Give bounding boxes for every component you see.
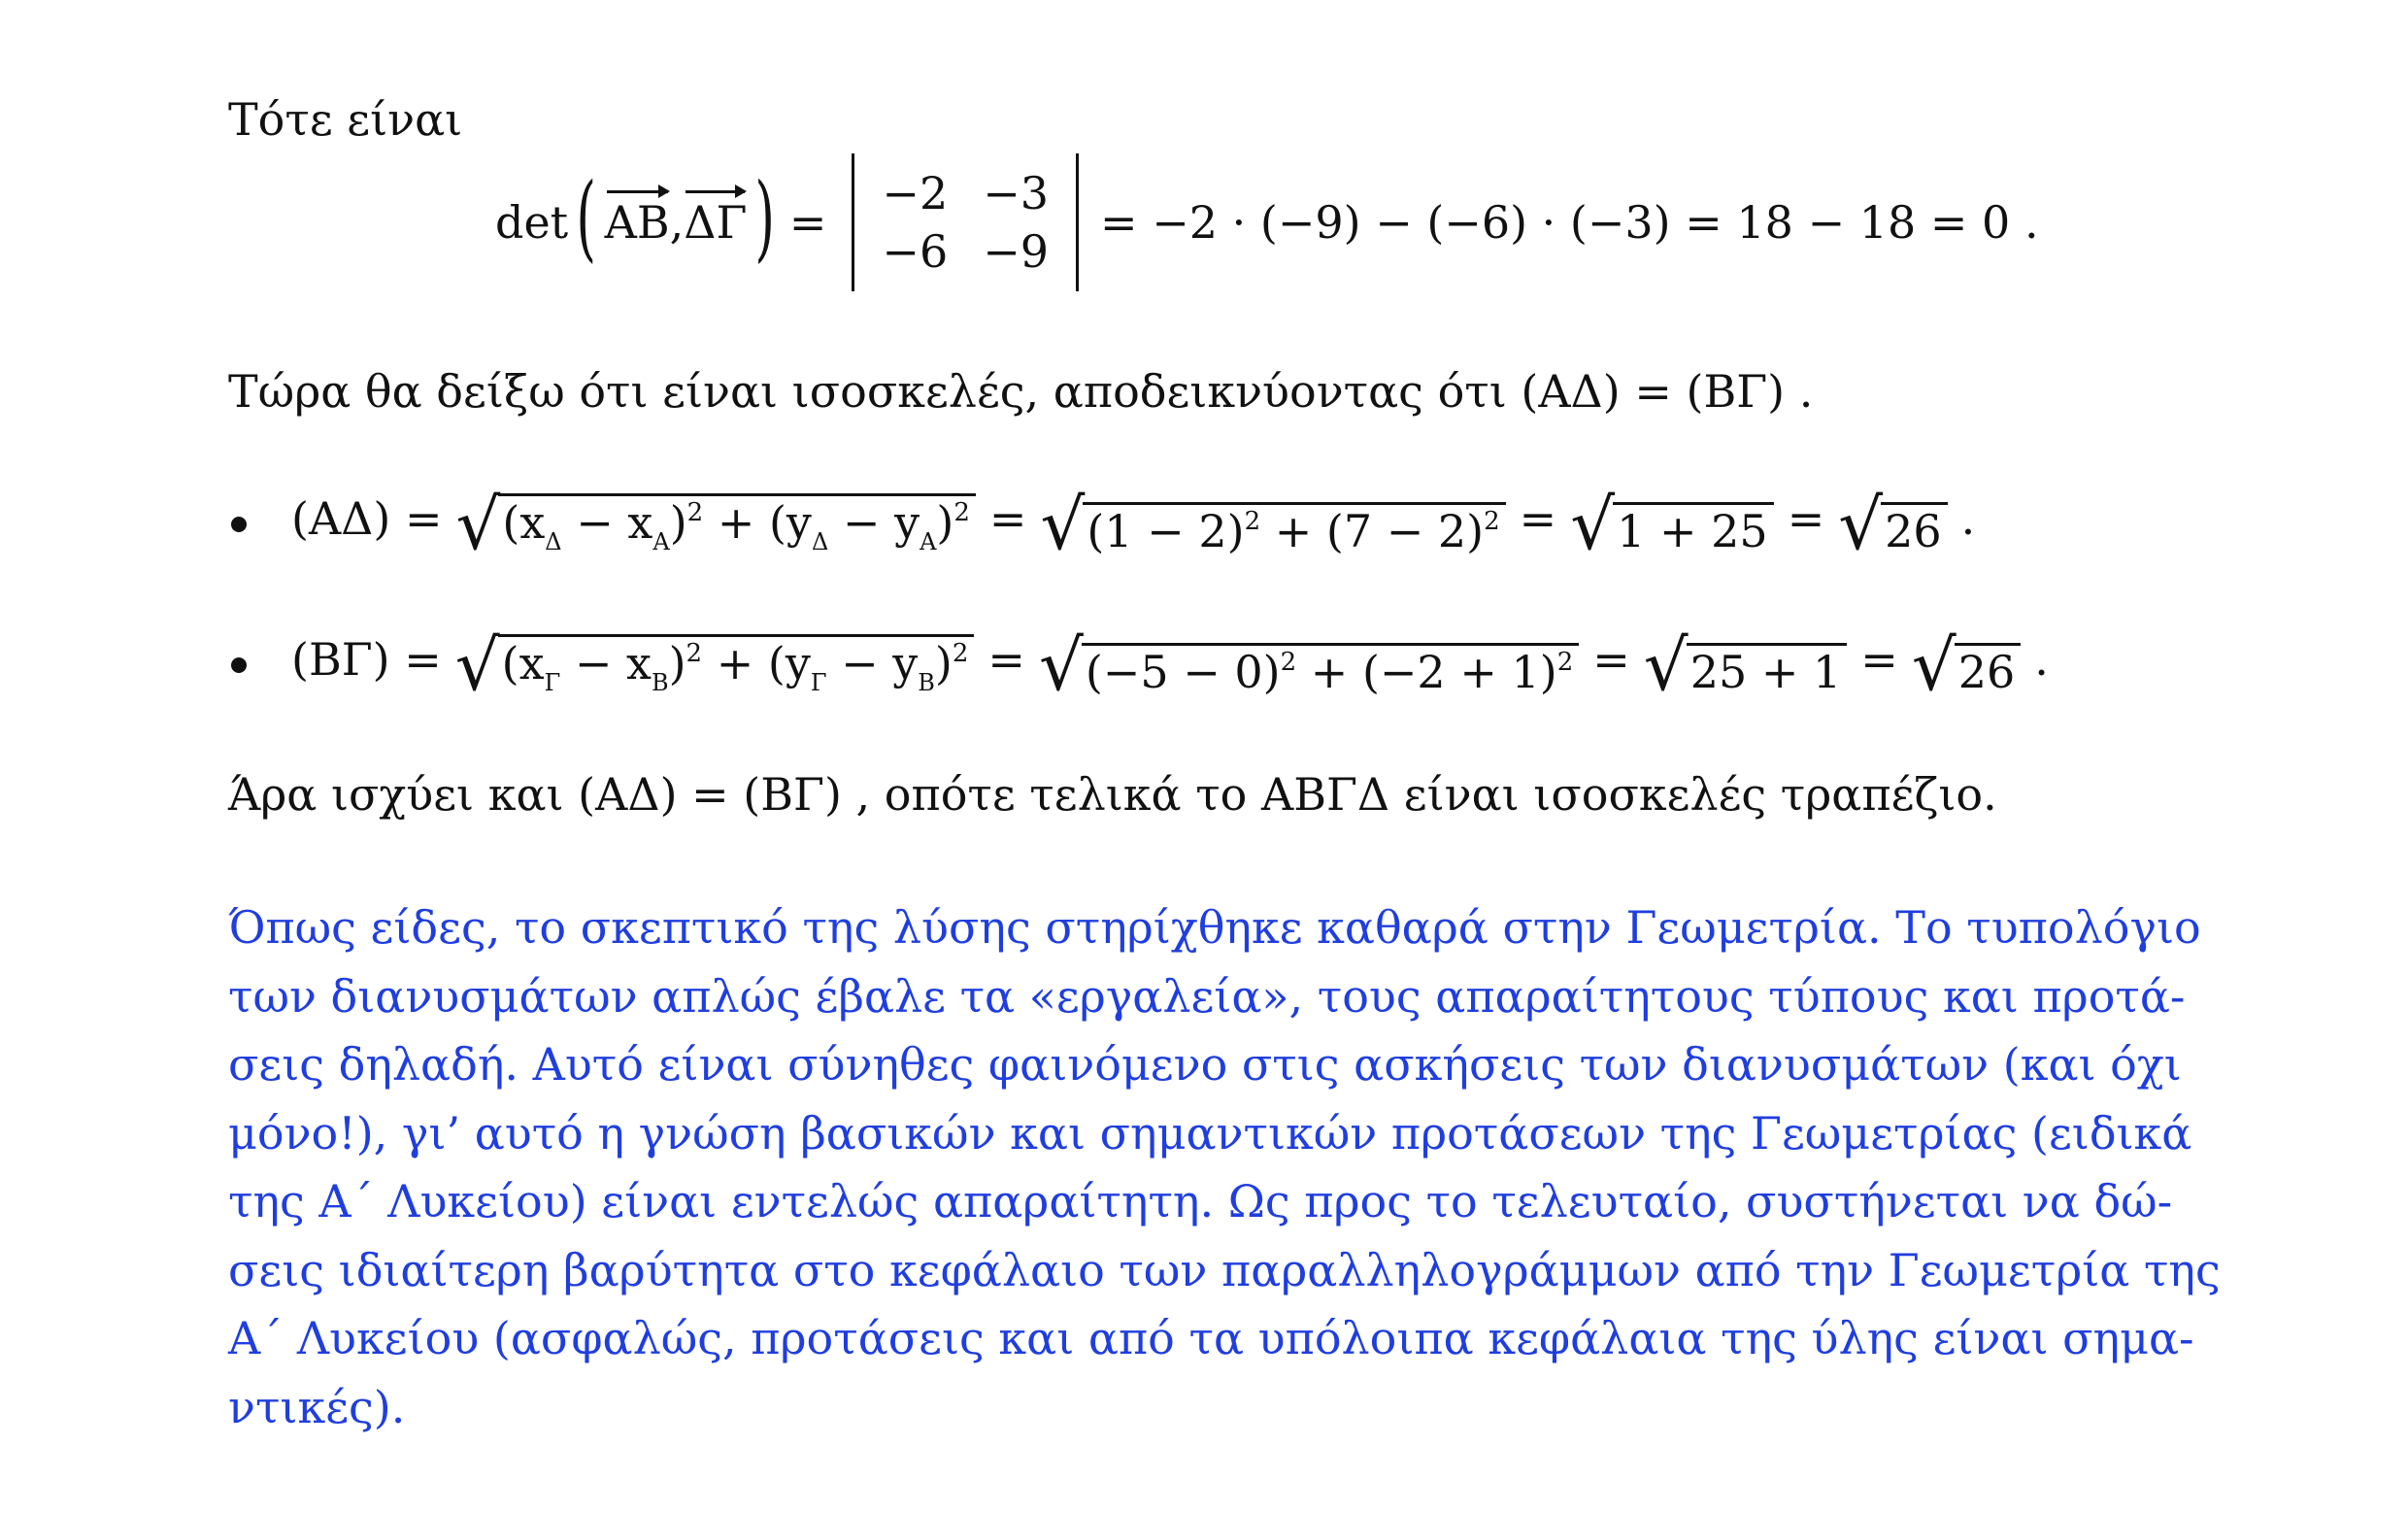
- sqrt-expression: √ 25 + 1: [1644, 624, 1847, 694]
- conclusion-line: Άρα ισχύει και (ΑΔ) = (ΒΓ) , οπότε τελικά το ΑΒΓΔ είναι ισοσκελές τραπέζιο.: [228, 768, 1997, 821]
- equals: =: [987, 633, 1025, 686]
- det-equals: =: [788, 196, 827, 249]
- bullet-dot: [231, 517, 247, 532]
- bullet-ad-equation: [291, 484, 1976, 565]
- equals: =: [1592, 633, 1630, 686]
- note-paragraph: [228, 893, 2221, 1441]
- det-bar-right: [1076, 153, 1079, 291]
- matrix-cell: −3: [983, 167, 1050, 219]
- det-bar-left: [852, 153, 854, 291]
- vector-ab: AB: [604, 196, 670, 249]
- sqrt-expression: √ 26: [1912, 624, 2021, 694]
- note-line: σεις δηλαδή. Αυτό είναι σύνηθες φαινόμενο στις ασκήσεις των διανυσμάτων (και όχι: [228, 1038, 2182, 1091]
- note-line: των διανυσμάτων απλώς έβαλε τα «εργαλεία», τους απαραίτητους τύπους και προτά-: [228, 969, 2186, 1023]
- sqrt-expression: √ $(1 - 2)^2 + (7 - 2)^2$: [1040, 484, 1505, 554]
- det-result: = −2 · (−9) − (−6) · (−3) = 18 − 18 = 0 .: [1100, 196, 2039, 249]
- equals: =: [988, 492, 1027, 545]
- bullet-bg-equation: [291, 624, 2049, 706]
- equals: =: [1519, 492, 1557, 545]
- matrix-cell: −6: [882, 225, 949, 278]
- vector-dg: ΔΓ: [684, 196, 748, 249]
- left-paren: (: [576, 163, 597, 272]
- det-matrix: [866, 167, 1064, 278]
- sqrt-sign: √: [454, 624, 500, 706]
- note-line: της Α΄ Λυκείου) είναι εντελώς απαραίτητη. Ως προς το τελευταίο, συστήνεται να δώ-: [228, 1175, 2173, 1227]
- matrix-cell: −9: [983, 225, 1050, 278]
- period: .: [2034, 633, 2049, 686]
- note-line: ντικές).: [228, 1380, 406, 1433]
- sqrt-expression: [455, 484, 976, 565]
- right-paren: ): [754, 163, 776, 272]
- ad-lhs: (ΑΔ) =: [291, 492, 443, 545]
- note-line: σεις ιδιαίτερη βαρύτητα στο κεφάλαιο των παραλληλογράμμων από την Γεωμετρία της: [228, 1243, 2221, 1296]
- note-line: Α΄ Λυκείου (ασφαλώς, προτάσεις και από τα υπόλοιπα κεφάλαια της ύλης είναι σημα-: [228, 1312, 2194, 1364]
- note-line: μόνο!), γι’ αυτό η γνώση βασικών και σημαντικών προτάσεων της Γεωμετρίας (ειδικά: [228, 1106, 2192, 1160]
- bullet-dot: [231, 657, 247, 673]
- matrix-cell: −2: [882, 167, 949, 219]
- radicand: $(x_\Gamma - x_B)^2 + (y_\Gamma - y_B)^2$: [498, 634, 975, 694]
- sqrt-expression: √ 26: [1838, 484, 1947, 554]
- vector-comma: ,: [669, 196, 685, 249]
- sqrt-expression: √ $(-5 - 0)^2 + (-2 + 1)^2$: [1039, 624, 1579, 694]
- period: .: [1960, 492, 1976, 545]
- sqrt-sign: √: [455, 484, 501, 565]
- isosceles-intro: Τώρα θα δείξω ότι είναι ισοσκελές, αποδεικνύοντας ότι (ΑΔ) = (ΒΓ) .: [228, 365, 1814, 418]
- sqrt-expression: √ 1 + 25: [1570, 484, 1773, 554]
- intro-line: Τότε είναι: [228, 93, 463, 146]
- determinant-equation: [495, 153, 2039, 291]
- equals: =: [1860, 633, 1898, 686]
- equals: =: [1787, 492, 1825, 545]
- det-label: det: [495, 196, 569, 249]
- bg-lhs: (ΒΓ) =: [291, 633, 442, 686]
- sqrt-expression: [454, 624, 975, 706]
- note-line: Όπως είδες, το σκεπτικό της λύσης στηρίχθηκε καθαρά στην Γεωμετρία. Το τυπολόγιο: [228, 901, 2201, 954]
- radicand: $(x_\Delta - x_A)^2 + (y_\Delta - y_A)^2$: [498, 493, 976, 554]
